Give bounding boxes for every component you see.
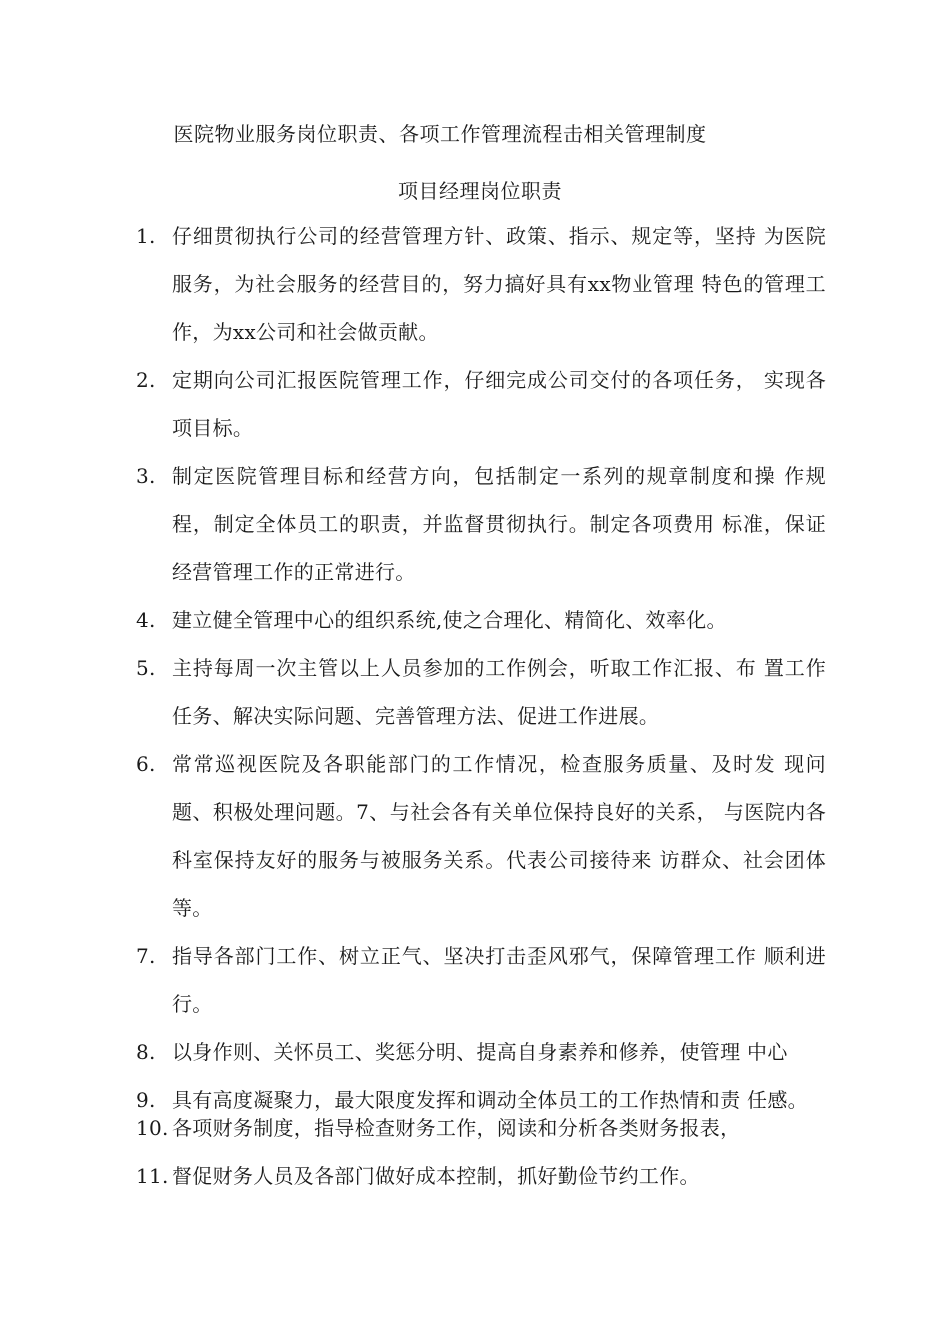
item-number: 5. xyxy=(136,656,156,680)
item-text: 具有高度凝聚力，最大限度发挥和调动全体员工的工作热情和责 任感。 xyxy=(172,1088,808,1112)
item-text: 定期向公司汇报医院管理工作，仔细完成公司交付的各项任务， 实现各项目标。 xyxy=(172,368,826,440)
list-item xyxy=(136,740,826,932)
item-number: 11. xyxy=(136,1164,169,1188)
list-item xyxy=(136,1086,826,1114)
list-item xyxy=(136,596,826,644)
list-item xyxy=(136,644,826,740)
item-text: 主持每周一次主管以上人员参加的工作例会，听取工作汇报、布 置工作任务、解决实际问题、完善管理方法、促进工作进展。 xyxy=(172,656,826,728)
item-text: 建立健全管理中心的组织系统,使之合理化、精简化、效率化。 xyxy=(172,608,727,632)
item-number: 6. xyxy=(136,752,156,776)
item-number: 1. xyxy=(136,224,156,248)
item-number: 4. xyxy=(136,608,156,632)
item-number: 7. xyxy=(136,944,156,968)
item-text: 督促财务人员及各部门做好成本控制，抓好勤俭节约工作。 xyxy=(172,1164,700,1188)
item-text: 指导各部门工作、树立正气、坚决打击歪风邪气，保障管理工作 顺利进行。 xyxy=(172,944,826,1016)
item-text: 各项财务制度，指导检查财务工作，阅读和分析各类财务报表， xyxy=(172,1116,741,1140)
list-item xyxy=(136,356,826,452)
document-title: 医院物业服务岗位职责、各项工作管理流程击相关管理制度 xyxy=(173,122,707,146)
list-item xyxy=(136,212,826,356)
item-text: 仔细贯彻执行公司的经营管理方针、政策、指示、规定等，坚持 为医院服务，为社会服务的经营目的，努力搞好具有xx物业管理 特色的管理工作，为xx公司和社会做贡献。 xyxy=(172,224,826,344)
item-number: 9. xyxy=(136,1088,156,1112)
list-item xyxy=(136,1028,826,1076)
list-item xyxy=(136,452,826,596)
list-item xyxy=(136,932,826,1028)
item-number: 2. xyxy=(136,368,156,392)
list-item xyxy=(136,1114,826,1142)
responsibility-list xyxy=(136,212,826,1200)
item-number: 10. xyxy=(136,1116,169,1140)
item-text: 常常巡视医院及各职能部门的工作情况，检查服务质量、及时发 现问题、积极处理问题。7、与社会各有关单位保持良好的关系， 与医院内各科室保持友好的服务与被服务关系。代表公司接待来 访群众、社会团体等。 xyxy=(172,752,826,920)
item-number: 3. xyxy=(136,464,156,488)
item-text: 制定医院管理目标和经营方向，包括制定一系列的规章制度和操 作规程，制定全体员工的职责，并监督贯彻执行。制定各项费用 标准，保证经营管理工作的正常进行。 xyxy=(172,464,826,584)
list-item xyxy=(136,1152,826,1200)
section-title: 项目经理岗位职责 xyxy=(398,179,562,203)
item-text: 以身作则、关怀员工、奖惩分明、提高自身素养和修养，使管理 中心 xyxy=(172,1040,788,1064)
item-number: 8. xyxy=(136,1040,156,1064)
